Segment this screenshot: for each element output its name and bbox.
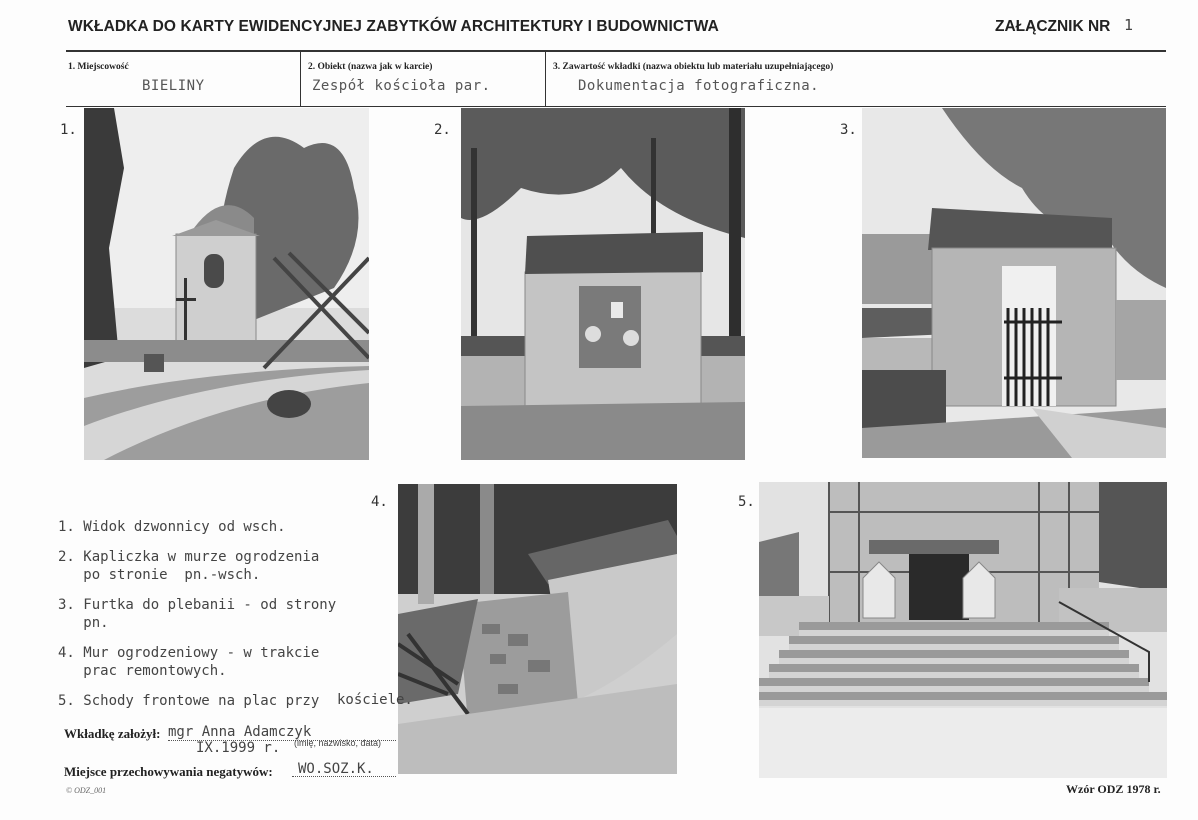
locality-value: BIELINY bbox=[142, 78, 205, 94]
photo-number-3: 3. bbox=[840, 122, 857, 138]
annex-number: 1 bbox=[1124, 16, 1134, 34]
object-value: Zespół kościoła par. bbox=[312, 78, 491, 94]
annex-label: ZAŁĄCZNIK NR bbox=[995, 18, 1111, 35]
object-label: 2. Obiekt (nazwa jak w karcie) bbox=[308, 62, 433, 72]
negatives-label: Miejsce przechowywania negatywów: bbox=[64, 764, 273, 779]
caption-1: 1. Widok dzwonnicy od wsch. bbox=[58, 519, 286, 535]
created-date: IX.1999 r. bbox=[196, 740, 281, 756]
created-hint: (imię, nazwisko, data) bbox=[294, 738, 382, 748]
contents-value: Dokumentacja fotograficzna. bbox=[578, 78, 820, 94]
caption-5-continuation: kościele. bbox=[337, 692, 413, 708]
gate-photo bbox=[862, 108, 1166, 458]
photo-number-5: 5. bbox=[738, 494, 755, 510]
field-divider-1 bbox=[300, 52, 301, 106]
caption-4: 4. Mur ogrodzeniowy - w trakcie prac remontowych. bbox=[58, 645, 320, 679]
form-code-text: ODZ_001 bbox=[74, 786, 107, 795]
header-rule bbox=[66, 50, 1166, 52]
fields-rule bbox=[66, 106, 1166, 107]
belfry-photo bbox=[84, 108, 369, 460]
created-by-value: mgr Anna Adamczyk bbox=[168, 724, 312, 740]
contents-label: 3. Zawartość wkładki (nazwa obiektu lub materiału uzupełniającego) bbox=[553, 62, 834, 72]
chapel-photo bbox=[461, 108, 745, 460]
caption-5: 5. Schody frontowe na plac przy bbox=[58, 693, 320, 709]
photo-number-1: 1. bbox=[60, 122, 77, 138]
caption-2: 2. Kapliczka w murze ogrodzenia po stronie pn.-wsch. bbox=[58, 549, 320, 583]
locality-label: 1. Miejscowość bbox=[68, 62, 129, 72]
negatives-value: WO.SOZ.K. bbox=[298, 761, 374, 777]
document-title: WKŁADKA DO KARTY EWIDENCYJNEJ ZABYTKÓW ARCHITEKTURY I BUDOWNICTWA bbox=[68, 18, 719, 35]
stairs-photo bbox=[759, 482, 1167, 778]
form-code: © ODZ_001 bbox=[66, 786, 107, 795]
template-reference: Wzór ODZ 1978 r. bbox=[1066, 782, 1161, 796]
negatives-dotted-line bbox=[292, 776, 396, 777]
field-divider-2 bbox=[545, 52, 546, 106]
caption-3: 3. Furtka do plebanii - od strony pn. bbox=[58, 597, 337, 631]
created-by-label: Wkładkę założył: bbox=[64, 726, 161, 741]
photo-number-4: 4. bbox=[371, 494, 388, 510]
photo-number-2: 2. bbox=[434, 122, 451, 138]
wall-photo bbox=[398, 484, 677, 774]
